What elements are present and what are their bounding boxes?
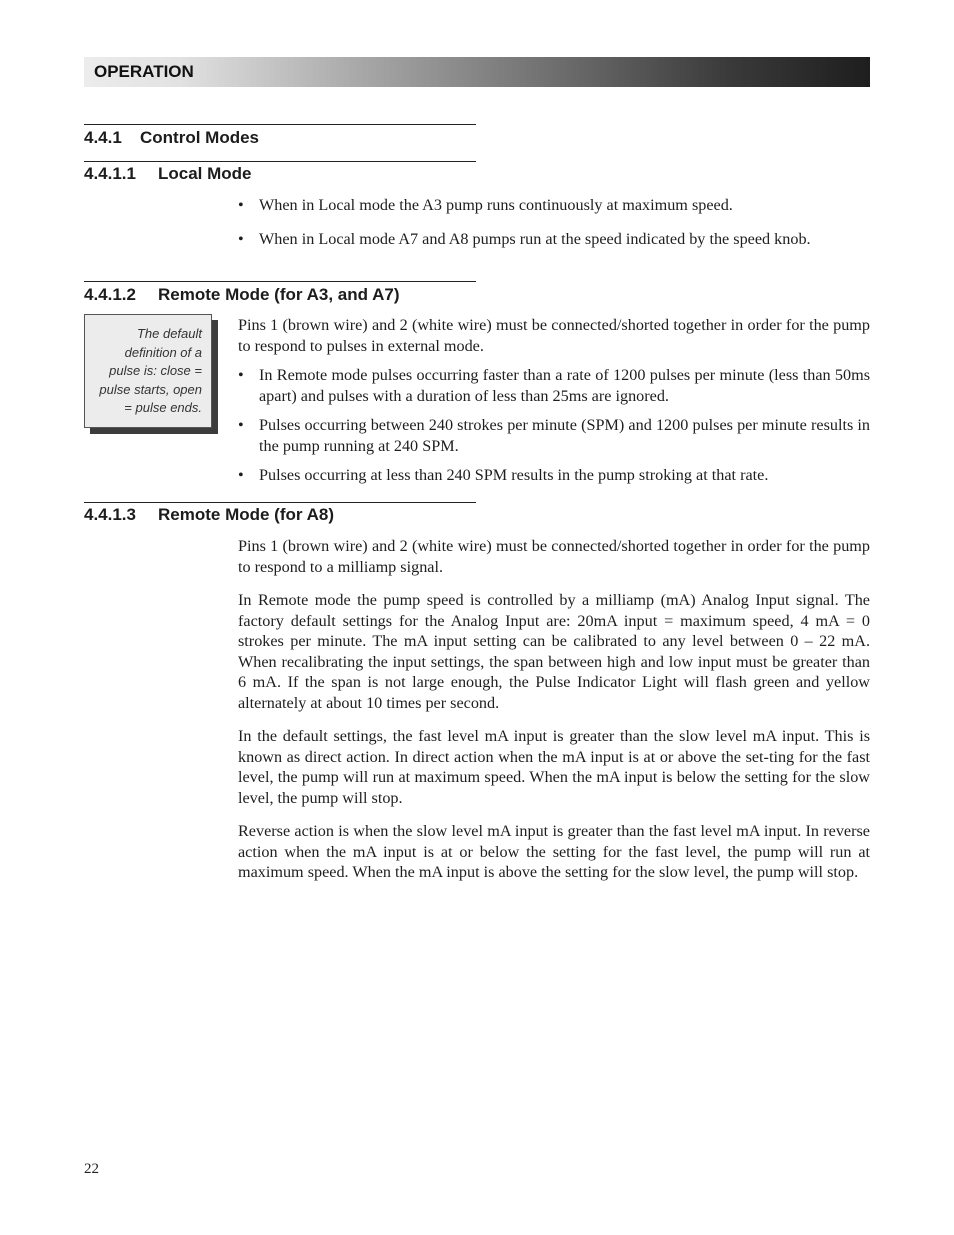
list-item bbox=[238, 195, 870, 216]
list-item-text: When in Local mode the A3 pump runs continuously at maximum speed. bbox=[259, 196, 733, 214]
heading-rule bbox=[84, 281, 476, 282]
paragraph: Reverse action is when the slow level mA input is greater than the fast level mA input. In reverse action when the mA input is at or below the setting for the fast level, the pump will run at maximum speed. When the mA input is above the setting for the slow level, the pump will stop. bbox=[238, 822, 870, 881]
list-item bbox=[238, 229, 870, 250]
heading-title: Remote Mode (for A8) bbox=[158, 505, 334, 524]
heading-number: 4.4.1.2 bbox=[84, 285, 136, 304]
heading-local-mode bbox=[84, 164, 252, 184]
bullet-marker: • bbox=[238, 466, 244, 484]
heading-number: 4.4.1.3 bbox=[84, 505, 136, 524]
heading-control-modes bbox=[84, 128, 259, 148]
paragraph: Pins 1 (brown wire) and 2 (white wire) must be connected/shorted together in order for the pump to respond to pulses in external mode. bbox=[238, 316, 870, 355]
list-item-text: When in Local mode A7 and A8 pumps run at the speed indicated by the speed knob. bbox=[259, 230, 811, 248]
list-item bbox=[238, 415, 870, 456]
heading-number: 4.4.1.1 bbox=[84, 164, 136, 183]
bullet-marker: • bbox=[238, 416, 244, 434]
page-number: 22 bbox=[84, 1161, 99, 1177]
bullet-marker: • bbox=[238, 230, 244, 248]
section-header-title: OPERATION bbox=[94, 62, 194, 81]
bullet-marker: • bbox=[238, 196, 244, 214]
section-header-band bbox=[84, 57, 870, 87]
list-item-text: Pulses occurring at less than 240 SPM results in the pump stroking at that rate. bbox=[259, 466, 769, 484]
heading-rule bbox=[84, 161, 476, 162]
list-item bbox=[238, 365, 870, 406]
paragraph: In Remote mode the pump speed is controlled by a milliamp (mA) Analog Input signal. The factory default settings for the Analog Input are: 20mA input = maximum speed, 4 mA = 0 strokes per minute. The mA input setting can be calibrated to any level between 0 – 22 mA. When recalibrating the input settings, the span between high and low input must be greater than 6 mA. If the span is not large enough, the Pulse Indicator Light will flash green and yellow alternately at about 10 times per second. bbox=[238, 591, 870, 712]
heading-title: Control Modes bbox=[140, 128, 259, 147]
heading-rule bbox=[84, 124, 476, 125]
list-item-text: Pulses occurring between 240 strokes per minute (SPM) and 1200 pulses per minute results in the pump running at 240 SPM. bbox=[259, 416, 870, 455]
list-item-text: In Remote mode pulses occurring faster than a rate of 1200 pulses per minute (less than 50ms apart) and pulses with a duration of less than 25ms are ignored. bbox=[259, 366, 870, 405]
paragraph: In the default settings, the fast level mA input is greater than the slow level mA input. This is known as direct action. In direct action when the mA input is at or above the set-ting for the fast level, the pump will run at maximum speed. When the mA input is below the setting for the slow level, the pump will stop. bbox=[238, 727, 870, 807]
sidebar-note-text: The default definition of a pulse is: close = pulse starts, open = pulse ends. bbox=[99, 326, 202, 415]
heading-remote-mode-a3-a7 bbox=[84, 285, 399, 305]
paragraph: Pins 1 (brown wire) and 2 (white wire) must be connected/shorted together in order for the pump to respond to a milliamp signal. bbox=[238, 537, 870, 576]
heading-number: 4.4.1 bbox=[84, 128, 122, 147]
bullet-marker: • bbox=[238, 366, 244, 384]
heading-title: Local Mode bbox=[158, 164, 252, 183]
list-item bbox=[238, 465, 870, 486]
heading-remote-mode-a8 bbox=[84, 505, 334, 525]
sidebar-note bbox=[84, 314, 212, 428]
heading-rule bbox=[84, 502, 476, 503]
heading-title: Remote Mode (for A3, and A7) bbox=[158, 285, 400, 304]
